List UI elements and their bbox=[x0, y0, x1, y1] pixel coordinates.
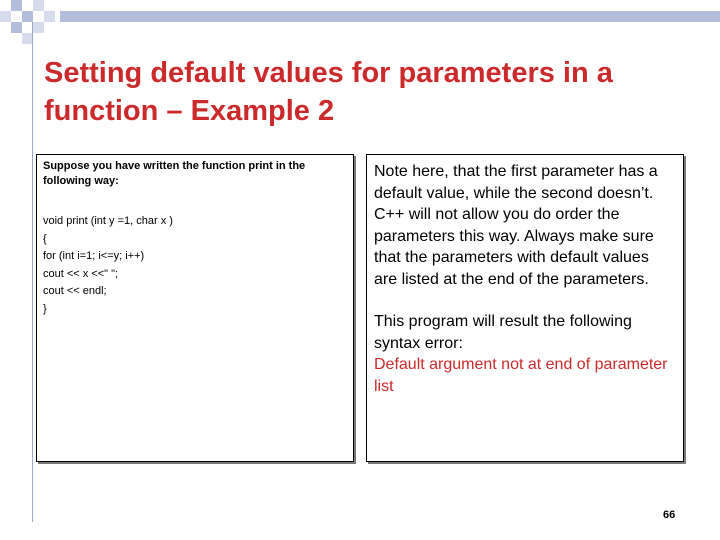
code-example-box bbox=[36, 154, 354, 462]
code-line: } bbox=[43, 302, 47, 315]
code-line: { bbox=[43, 232, 47, 245]
code-intro: Suppose you have written the function print in the following way: bbox=[43, 160, 306, 187]
code-line: void print (int y =1, char x ) bbox=[43, 215, 173, 227]
explanation-box bbox=[366, 154, 684, 462]
slide-title: Setting default values for parameters in a function – Example 2 bbox=[44, 57, 613, 127]
corner-decoration bbox=[0, 0, 60, 44]
page-number: 66 bbox=[663, 509, 676, 521]
header-bar bbox=[60, 11, 720, 22]
error-message: Default argument not at end of parameter list bbox=[374, 356, 668, 395]
explanation-note: Note here, that the first parameter has a default value, while the second doesn’t. C++ will not allow you do order the parameters this way. Always make sure that the parameters with default values are listed at the end of the parameters. bbox=[374, 163, 658, 288]
code-line: cout << x <<" "; bbox=[43, 267, 119, 280]
code-line: for (int i=1; i<=y; i++) bbox=[43, 250, 145, 262]
result-text: This program will result the following syntax error: bbox=[374, 313, 632, 352]
left-rule bbox=[32, 22, 33, 522]
code-block bbox=[43, 213, 347, 318]
code-line: cout << endl; bbox=[43, 285, 107, 297]
